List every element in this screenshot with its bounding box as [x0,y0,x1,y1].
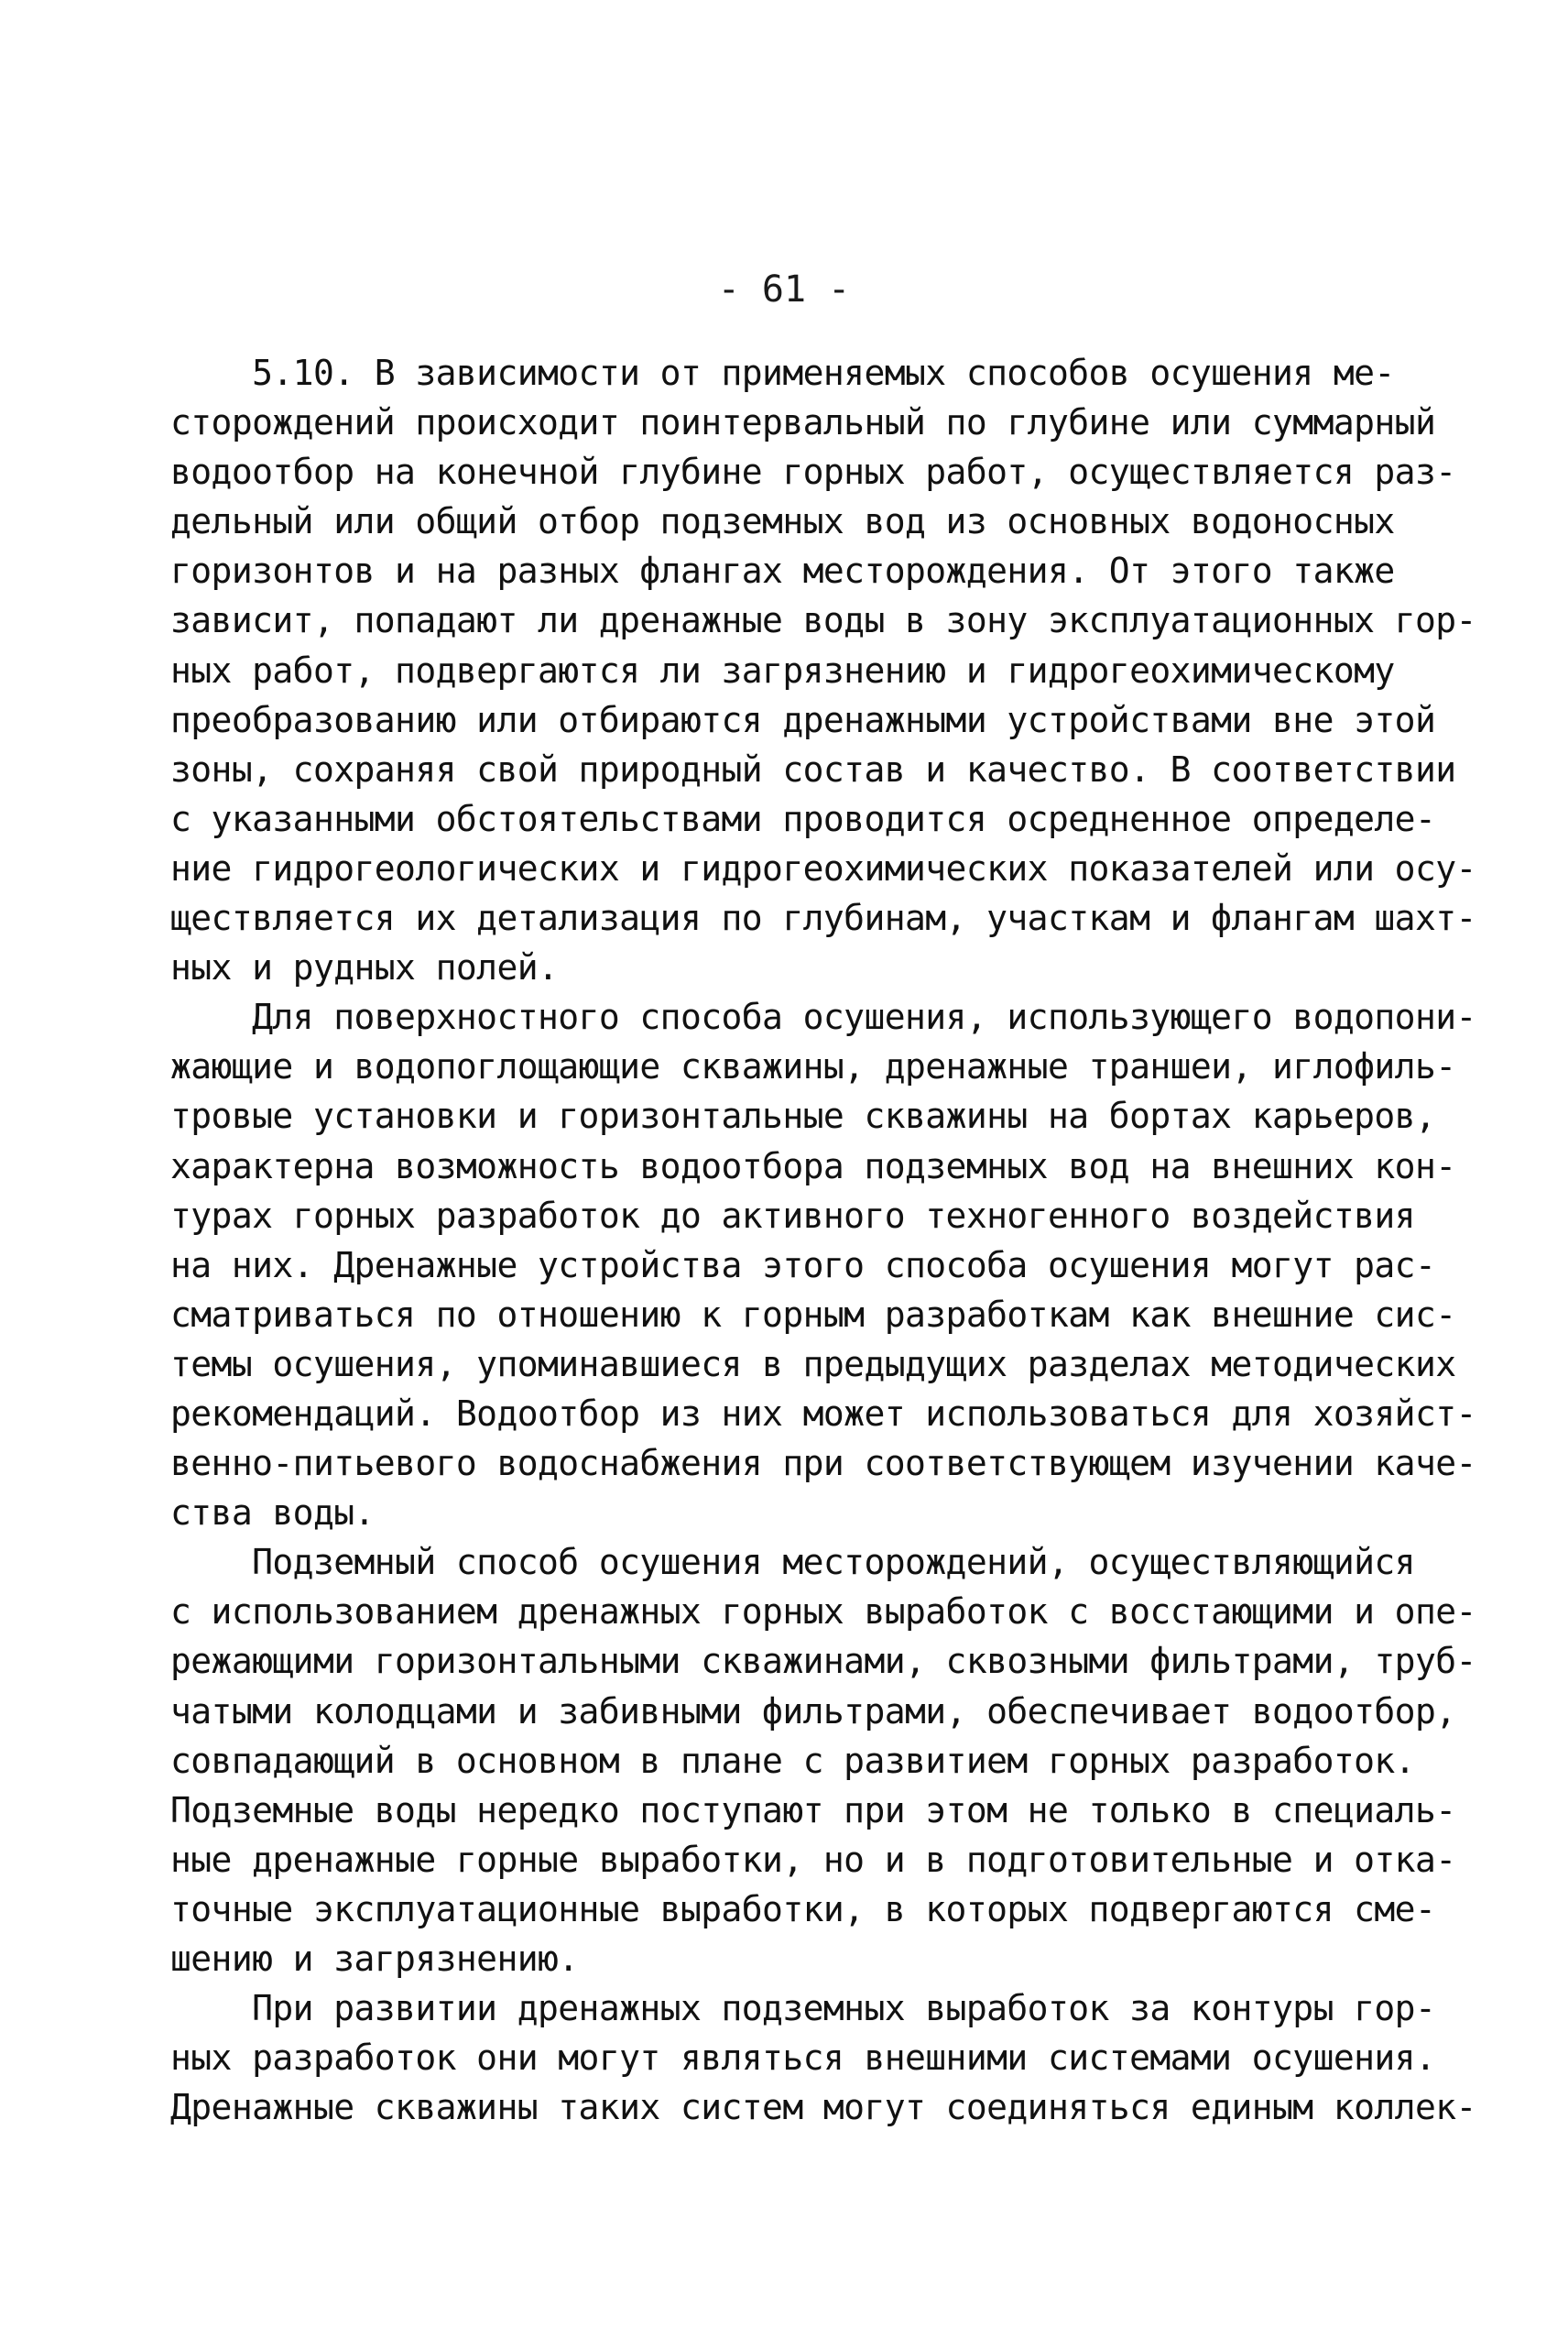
body-text [170,348,1476,2132]
text-line: Дренажные скважины таких систем могут соединяться единым коллек- [170,2087,1476,2128]
text-line: преобразованию или отбираются дренажными устройствами вне этой [170,699,1436,740]
text-line: с использованием дренажных горных выработок с восстающими и опе- [170,1591,1476,1633]
text-line: тровые установки и горизонтальные скважины на бортах карьеров, [170,1096,1436,1137]
text-line: ных разработок они могут являться внешними системами осушения. [170,2037,1436,2079]
text-line: совпадающий в основном в плане с развитием горных разработок. [170,1740,1415,1781]
text-line: горизонтов и на разных флангах месторождения. От этого также [170,551,1395,592]
text-line: Подземные воды нередко поступают при этом не только в специаль- [170,1789,1456,1830]
text-line: дельный или общий отбор подземных вод из основных водоносных [170,501,1395,542]
text-line: При развитии дренажных подземных выработок за контуры гор- [170,1988,1436,2029]
text-line: характерна возможность водоотбора подземных вод на внешних кон- [170,1145,1456,1186]
text-line: сторождений происходит поинтервальный по глубине или суммарный [170,402,1436,443]
text-line: ные дренажные горные выработки, но и в подготовительные и отка- [170,1839,1456,1880]
text-line: турах горных разработок до активного техногенного воздействия [170,1195,1415,1236]
text-line: с указанными обстоятельствами проводится осредненное определе- [170,798,1436,839]
text-line: шению и загрязнению. [170,1939,579,1979]
text-line: рекомендаций. Водоотбор из них может использоваться для хозяйст- [170,1393,1476,1434]
text-line: 5.10. В зависимости от применяемых способов осушения ме- [170,353,1395,393]
text-line: водоотбор на конечной глубине горных работ, осуществляется раз- [170,452,1456,493]
text-line: Для поверхностного способа осушения, использующего водопони- [170,997,1476,1038]
page-number: - 61 - [717,268,851,311]
text-line: режающими горизонтальными скважинами, сквозными фильтрами, труб- [170,1641,1476,1682]
text-line: ных и рудных полей. [170,947,559,989]
text-line: ных работ, подвергаются ли загрязнению и гидрогеохимическому [170,650,1395,691]
text-line: темы осушения, упоминавшиеся в предыдущих разделах методических [170,1343,1456,1384]
text-line: зависит, попадают ли дренажные воды в зону эксплуатационных гор- [170,600,1476,641]
text-line: венно-питьевого водоснабжения при соответствующем изучении каче- [170,1443,1476,1484]
text-line: жающие и водопоглощающие скважины, дренажные траншеи, иглофиль- [170,1046,1456,1087]
text-line: ние гидрогеологических и гидрогеохимических показателей или осу- [170,847,1476,889]
text-line: чатыми колодцами и забивными фильтрами, обеспечивает водоотбор, [170,1690,1456,1732]
text-line: на них. Дренажные устройства этого способа осушения могут рас- [170,1244,1436,1285]
text-line: сматриваться по отношению к горным разработкам как внешние сис- [170,1294,1456,1335]
text-line: ства воды. [170,1492,375,1534]
text-line: зоны, сохраняя свой природный состав и качество. В соответствии [170,748,1456,790]
text-line: ществляется их детализация по глубинам, участкам и флангам шахт- [170,898,1476,939]
text-line: Подземный способ осушения месторождений, осуществляющийся [170,1542,1415,1583]
text-line: точные эксплуатационные выработки, в которых подвергаются сме- [170,1888,1436,1929]
